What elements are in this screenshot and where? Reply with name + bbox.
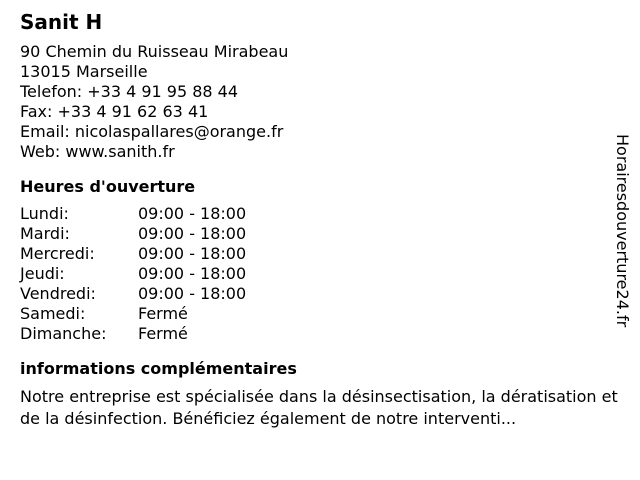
day-hours: Fermé [138, 304, 188, 323]
email-line: Email: nicolaspallares@orange.fr [20, 122, 284, 141]
day-label: Vendredi: [20, 284, 96, 303]
hours-row-friday [20, 284, 246, 304]
day-label: Mardi: [20, 224, 70, 243]
day-hours: 09:00 - 18:00 [138, 204, 247, 223]
day-hours: 09:00 - 18:00 [138, 224, 247, 243]
site-watermark: Horairesdouverture24.fr [613, 134, 632, 328]
phone-line: Telefon: +33 4 91 95 88 44 [20, 82, 239, 101]
hours-row-sunday [20, 324, 246, 344]
hours-row-saturday [20, 304, 246, 324]
address-city: 13015 Marseille [20, 62, 148, 81]
day-hours: 09:00 - 18:00 [138, 244, 247, 263]
day-label: Mercredi: [20, 244, 95, 263]
hours-heading: Heures d'ouverture [20, 177, 196, 196]
day-hours: 09:00 - 18:00 [138, 284, 247, 303]
hours-table [20, 204, 246, 344]
web-line: Web: www.sanith.fr [20, 142, 175, 161]
day-label: Jeudi: [20, 264, 65, 283]
hours-row-wednesday [20, 244, 246, 264]
business-name: Sanit H [20, 10, 103, 34]
hours-row-thursday [20, 264, 246, 284]
business-description: Notre entreprise est spécialisée dans la désinsectisation, la dératisation et de la désinfection. Bénéficiez également de notre interventi... [20, 387, 618, 428]
day-hours: 09:00 - 18:00 [138, 264, 247, 283]
address-street: 90 Chemin du Ruisseau Mirabeau [20, 42, 289, 61]
day-label: Samedi: [20, 304, 86, 323]
hours-row-monday [20, 204, 246, 224]
day-label: Lundi: [20, 204, 69, 223]
business-card [20, 8, 618, 430]
fax-line: Fax: +33 4 91 62 63 41 [20, 102, 209, 121]
day-label: Dimanche: [20, 324, 107, 343]
info-heading: informations complémentaires [20, 359, 297, 378]
contact-block [20, 42, 610, 162]
hours-row-tuesday [20, 224, 246, 244]
day-hours: Fermé [138, 324, 188, 343]
